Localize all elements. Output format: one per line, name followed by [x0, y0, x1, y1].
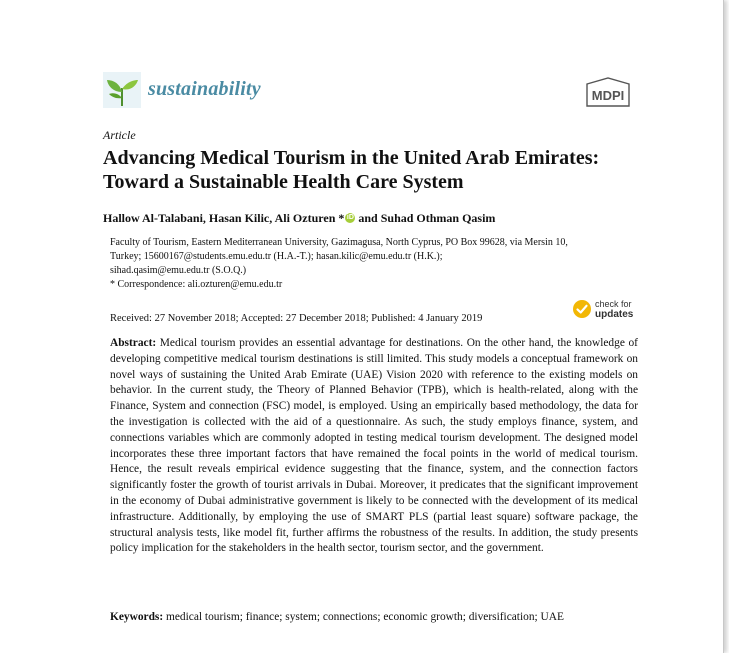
- correspondence-line: * Correspondence: ali.ozturen@emu.edu.tr: [110, 279, 283, 290]
- mdpi-logo: [581, 76, 635, 110]
- article-type: Article: [103, 128, 136, 142]
- affiliation-line: Turkey; 15600167@students.emu.edu.tr (H.A.-T.); hasan.kilic@emu.edu.tr (H.K.);: [110, 251, 443, 262]
- keywords: [110, 611, 564, 623]
- journal-header: [103, 72, 633, 112]
- publication-dates: Received: 27 November 2018; Accepted: 27 December 2018; Published: 4 January 2019: [110, 313, 483, 324]
- affiliation-line: sihad.qasim@emu.edu.tr (S.O.Q.): [110, 265, 247, 276]
- abstract: [110, 336, 638, 557]
- journal-name: sustainability: [148, 78, 261, 100]
- keywords-label: Keywords:: [110, 611, 164, 623]
- abstract-label: Abstract:: [110, 337, 157, 349]
- abstract-text: Medical tourism provides an essential advantage for destinations. On the other hand, the knowledge of developing competitive medical tourism destinations is still limited. This study models a conceptual framework on novel ways of sustaining the United Arab Emirate (UAE) Vision 2020 with reference to the existing models on behavior. In the current study, the Theory of Planned Behavior (TPB), which is health-related, along with the Finance, System and connection (FSC) model, is employed. Using an empirically based methodology, the data for the investigation is collected with the aid of a questionnaire. As such, the study employs finance, system, and connections variables which are commonly adopted in testing medical tourism development. The designed model incorporates these three important factors that have remained the focal points in the world of medical tourism. Hence, the result reveals empirical evidence suggesting that the finance, system, and the connection factors significantly foster the growth of tourist arrivals in Dubai. Moreover, it predicates that the significant improvement in the economy of Dubai administrative government is likely to be connected with the development of its medical infrastructure. Additionally, by employing the use of SMART PLS (partial least square) software package, the structural analysis tests, like model fit, further affirms the robustness of the results. In addition, the study presents policy implication for the stakeholders in the health sector, tourism sector, and the government.: [110, 337, 638, 555]
- publisher-logo-text: MDPI: [591, 88, 625, 103]
- author-list: [103, 211, 495, 226]
- check-updates-line1: check for: [595, 299, 632, 309]
- orcid-icon[interactable]: iD: [346, 214, 354, 221]
- authors-tail: and Suhad Othman Qasim: [355, 211, 496, 225]
- affiliation-line: Faculty of Tourism, Eastern Mediterranean University, Gazimagusa, North Cyprus, PO Box 99628, via Mersin 10,: [110, 237, 568, 248]
- article-title: Advancing Medical Tourism in the United Arab Emirates: Toward a Sustainable Health Care System: [103, 147, 600, 193]
- authors-text: Hallow Al-Talabani, Hasan Kilic, Ali Ozturen *: [103, 211, 345, 225]
- keywords-text: medical tourism; finance; system; connections; economic growth; diversification; UAE: [166, 611, 564, 623]
- check-updates-line2: updates: [595, 309, 634, 320]
- affiliations: [110, 236, 640, 292]
- checkmark-badge-icon: [572, 299, 592, 319]
- seedling-icon: [103, 72, 141, 108]
- check-for-updates-button[interactable]: [572, 299, 642, 323]
